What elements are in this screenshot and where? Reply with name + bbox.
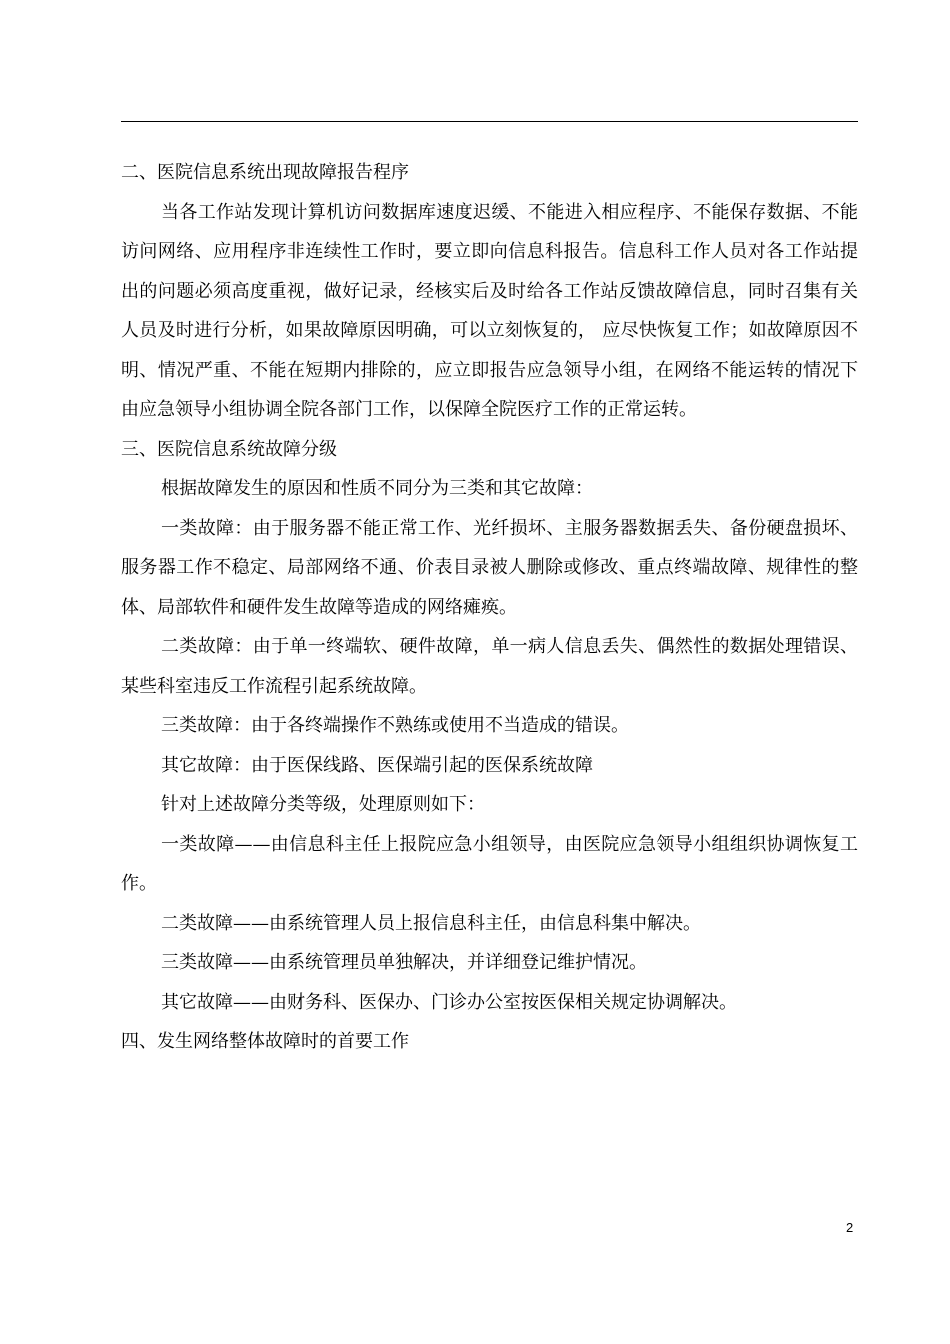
paragraph-classification-intro: 根据故障发生的原因和性质不同分为三类和其它故障： <box>161 478 593 499</box>
section-heading-3: 三、医院信息系统故障分级 <box>121 438 337 460</box>
paragraph-class-3-fault: 三类故障：由于各终端操作不熟练或使用不当造成的错误。 <box>161 715 629 736</box>
page-number: 2 <box>846 1220 854 1235</box>
paragraph-other-handling: 其它故障——由财务科、医保办、门诊办公室按医保相关规定协调解决。 <box>161 991 737 1013</box>
header-rule <box>121 121 858 122</box>
paragraph-fault-reporting: 当各工作站发现计算机访问数据库速度迟缓、不能进入相应程序、不能保存数据、不能访问网络、应用程序非连续性工作时，要立即向信息科报告。信息科工作人员对各工作站提出的问题必须高度重视，做好记录，经核实后及时给各工作站反馈故障信息，同时召集有关人员及时进行分析，如果故障原因明确，可以立刻恢复的， 应尽快恢复工作；如故障原因不明、情况严重、不能在短期内排除的，应立即报告应急领导小组，在网络不能运转的情况下由应急领导小组协调全院各部门工作，以保障全院医疗工作的正常运转。 <box>121 201 858 420</box>
paragraph-class-1-fault: 一类故障：由于服务器不能正常工作、光纤损坏、主服务器数据丢失、备份硬盘损坏、服务器工作不稳定、局部网络不通、价表目录被人删除或修改、重点终端故障、规律性的整体、局部软件和硬件发生故障等造成的网络瘫痪。 <box>121 517 858 618</box>
paragraph-class-1-handling: 一类故障——由信息科主任上报院应急小组领导，由医院应急领导小组组织协调恢复工作。 <box>121 833 858 894</box>
section-heading-4: 四、发生网络整体故障时的首要工作 <box>121 1031 409 1052</box>
paragraph-other-fault: 其它故障：由于医保线路、医保端引起的医保系统故障 <box>161 754 593 776</box>
document-body <box>121 153 858 1062</box>
paragraph-class-2-handling: 二类故障——由系统管理人员上报信息科主任，由信息科集中解决。 <box>161 912 701 934</box>
paragraph-class-3-handling: 三类故障——由系统管理员单独解决，并详细登记维护情况。 <box>161 952 647 973</box>
paragraph-handling-intro: 针对上述故障分类等级，处理原则如下： <box>161 794 485 815</box>
section-heading-2: 二、医院信息系统出现故障报告程序 <box>121 162 409 183</box>
paragraph-class-2-fault: 二类故障：由于单一终端软、硬件故障，单一病人信息丢失、偶然性的数据处理错误、某些科室违反工作流程引起系统故障。 <box>121 636 858 697</box>
